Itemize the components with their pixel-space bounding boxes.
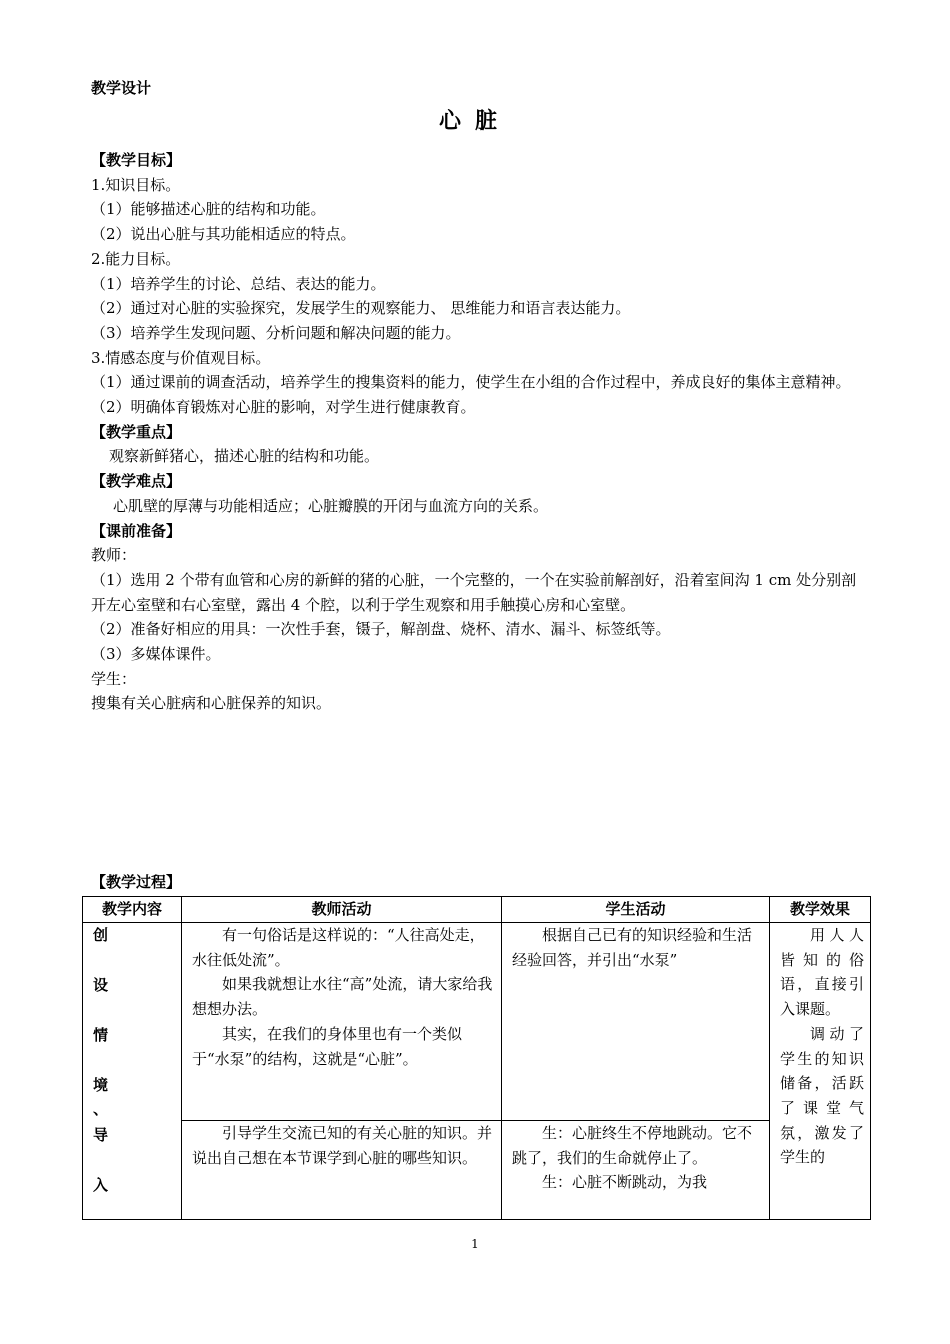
ability-item: （3）培养学生发现问题、分析问题和解决问题的能力。 — [91, 323, 461, 342]
ability-item: （1）培养学生的讨论、总结、表达的能力。 — [91, 274, 386, 293]
teacher-activity-text: 有一句俗话是这样说的：“人往高处走，水往低处流”。 — [192, 926, 485, 969]
header-teacher: 教师活动 — [182, 897, 502, 923]
header-effect: 教学效果 — [770, 897, 871, 923]
student-activity-cell — [502, 923, 770, 1121]
emotion-heading: 3.情感态度与价值观目标。 — [91, 348, 271, 367]
table-header-row — [83, 897, 871, 923]
emotion-item: （1）通过课前的调查活动，培养学生的搜集资料的能力，使学生在小组的合作过程中，养成良好的集体主意精神。 — [91, 373, 851, 392]
teacher-prep-item: （3）多媒体课件。 — [91, 645, 221, 664]
student-activity-text: 根据自己已有的知识经验和生活经验回答，并引出“水泵” — [512, 926, 753, 969]
teacher-prep-item: （2）准备好相应的用具：一次性手套，镊子，解剖盘、烧杯、清水、漏斗、标签纸等。 — [91, 620, 671, 639]
teacher-activity-cell — [182, 1121, 502, 1220]
content-char: 创 — [93, 926, 109, 944]
page-title: 心脏 — [438, 109, 511, 134]
difficulty-text: 心肌壁的厚薄与功能相适应；心脏瓣膜的开闭与血流方向的关系。 — [113, 496, 549, 515]
page-number: 1 — [471, 1237, 479, 1251]
student-activity-cell — [502, 1121, 770, 1220]
process-heading: 【教学过程】 — [91, 873, 182, 891]
content-char: 、 — [93, 1100, 109, 1118]
document-body — [91, 148, 871, 716]
emotion-item: （2）明确体育锻炼对心脏的影响，对学生进行健康教育。 — [91, 398, 476, 417]
ability-item: （2）通过对心脏的实验探究，发展学生的观察能力、 思维能力和语言表达能力。 — [91, 299, 631, 318]
knowledge-heading: 1.知识目标。 — [91, 175, 181, 194]
content-cell — [83, 923, 182, 1220]
process-table — [82, 896, 871, 1220]
content-char: 情 — [93, 1026, 109, 1044]
objectives-heading: 【教学目标】 — [91, 151, 182, 169]
table-row — [83, 923, 871, 1121]
teacher-activity-cell — [182, 923, 502, 1121]
ability-heading: 2.能力目标。 — [91, 249, 181, 268]
teacher-activity-text: 引导学生交流已知的有关心脏的知识。并说出自己想在本节课学到心脏的哪些知识。 — [192, 1124, 493, 1167]
knowledge-item: （1）能够描述心脏的结构和功能。 — [91, 200, 326, 219]
content-char: 导 — [93, 1126, 109, 1144]
header-content: 教学内容 — [83, 897, 182, 923]
preparation-heading: 【课前准备】 — [91, 521, 182, 540]
content-char: 境 — [93, 1076, 109, 1094]
effect-text: 用人人皆知的俗语，直接引入课题。 — [780, 926, 864, 1019]
key-points-heading: 【教学重点】 — [91, 422, 182, 441]
table-row — [83, 1121, 871, 1220]
header-student: 学生活动 — [502, 897, 770, 923]
teacher-label: 教师： — [91, 546, 137, 565]
knowledge-item: （2）说出心脏与其功能相适应的特点。 — [91, 225, 356, 244]
difficulty-heading: 【教学难点】 — [91, 472, 182, 491]
teacher-activity-text: 其实，在我们的身体里也有一个类似于“水泵”的结构，这就是“心脏”。 — [192, 1024, 463, 1068]
content-char: 入 — [93, 1176, 109, 1194]
student-prep-text: 搜集有关心脏病和心脏保养的知识。 — [91, 694, 332, 713]
teacher-activity-text: 如果我就想让水往“高”处流，请大家给我想想办法。 — [192, 975, 493, 1019]
key-points-text: 观察新鲜猪心，描述心脏的结构和功能。 — [109, 447, 380, 466]
doc-label: 教学设计 — [91, 79, 152, 97]
teacher-prep-item: （1）选用 2 个带有血管和心房的新鲜的猪的心脏，一个完整的，一个在实验前解剖好，沿着室间沟 1 cm 处分别剖开左心室壁和右心室壁，露出 4 个腔，以利于学生观察和用手触摸心房和心室壁。 — [91, 570, 857, 614]
student-label: 学生： — [91, 669, 137, 688]
effect-text: 调动了学生的知识储备，活跃了课堂气氛，激发了学生的 — [780, 1024, 864, 1167]
effect-cell — [770, 923, 871, 1220]
content-char: 设 — [93, 976, 109, 994]
student-activity-text: 生：心脏不断跳动，为我 — [542, 1173, 708, 1192]
student-activity-text: 生：心脏终生不停地跳动。它不跳了，我们的生命就停止了。 — [512, 1124, 753, 1167]
